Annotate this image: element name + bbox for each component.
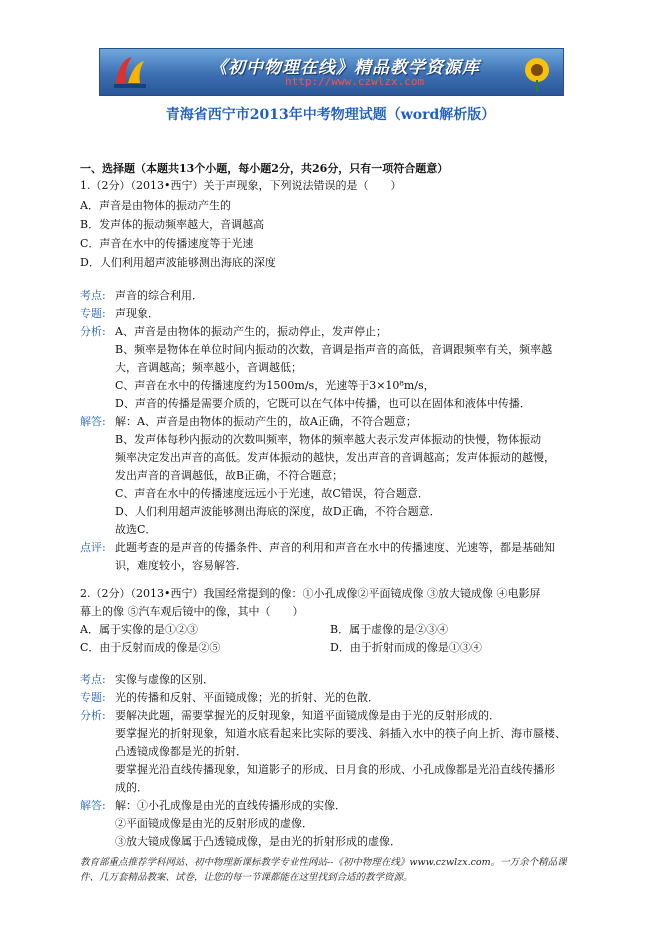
footer-line: 教育部重点推荐学科网站、初中物理新课标教学专业性网站--《初中物理在线》www.czwlzx.com。一万余个精品课 (80, 857, 567, 868)
q2-fenxi-line: 要掌握光的折射现象，知道水底看起来比实际的要浅、斜插入水中的筷子向上折、海市蜃楼、 (115, 727, 566, 740)
q2-fenxi-line: 成的． (115, 781, 148, 794)
section-heading: 一、选择题（本题共13个小题，每小题2分，共26分，只有一项符合题意） (80, 162, 449, 175)
q1-fenxi-line: D、声音的传播是需要介质的，它既可以在气体中传播，也可以在固体和液体中传播． (115, 397, 531, 410)
q2-fenxi-label: 分析: (80, 709, 106, 722)
q2-jieda-line: 解：①小孔成像是由光的直线传播形成的实像． (115, 799, 346, 812)
q1-zhuanti-label: 专题: (80, 307, 106, 320)
banner-url[interactable]: http://www.czwlzx.com (285, 75, 425, 88)
q2-jieda-line: ③放大镜成像属于凸透镜成像，是由光的折射形成的虚像． (115, 835, 401, 848)
q1-fenxi-line: C、声音在水中的传播速度约为1500m/s，光速等于3×10⁸m/s， (115, 379, 435, 392)
q1-dianping-line: 此题考查的是声音的传播条件、声音的利用和声音在水中的传播速度、光速等，都是基础知 (115, 541, 555, 554)
q1-jieda-line: 频率决定发出声音的高低。发声体振动的越快，发出声音的音调越高；发声体振动的越慢， (115, 451, 555, 464)
q1-option-c: C．声音在水中的传播速度等于光速 (80, 237, 254, 250)
site-logo-icon (110, 53, 150, 91)
q1-jieda-line: C、声音在水中的传播速度远远小于光速，故C错误，符合题意． (115, 487, 429, 500)
sunflower-icon (517, 52, 557, 92)
q1-dianping-line: 识，难度较小，容易解答． (115, 559, 247, 572)
page-footer (80, 855, 585, 885)
q2-option-b: B．属于虚像的是②③④ (330, 623, 449, 636)
q1-jieda-line: D、人们利用超声波能够测出海底的深度，故D正确，不符合题意． (115, 505, 441, 518)
q1-jieda-label: 解答: (80, 415, 106, 428)
q2-fenxi-line: 要掌握光沿直线传播现象，知道影子的形成、日月食的形成、小孔成像都是光沿直线传播形 (115, 763, 555, 776)
q1-fenxi-label: 分析: (80, 325, 106, 338)
q1-jieda-line: 故选C． (115, 523, 157, 536)
q1-option-b: B．发声体的振动频率越大，音调越高 (80, 218, 265, 231)
q1-jieda-line: B、发声体每秒内振动的次数叫频率，物体的频率越大表示发声体振动的快慢，物体振动 (115, 433, 542, 446)
q2-option-c: C．由于反射而成的像是②⑤ (80, 641, 221, 654)
q1-jieda-line: 发出声音的音调越低，故B正确，不符合题意； (115, 469, 344, 482)
q2-zhuanti-label: 专题: (80, 691, 106, 704)
q1-zhuanti: 声现象． (115, 307, 159, 320)
header-banner (99, 48, 564, 96)
q1-fenxi-line: A、声音是由物体的振动产生的，振动停止，发声停止； (115, 325, 387, 338)
q2-option-d: D．由于折射而成的像是①③④ (330, 641, 482, 654)
q2-option-a: A．属于实像的是①②③ (80, 623, 198, 636)
q1-fenxi-line: 大，音调越高；频率越小，音调越低； (115, 361, 302, 374)
q2-fenxi-line: 凸透镜成像都是光的折射． (115, 745, 247, 758)
footer-line: 件、几万套精品教案、试卷，让您的每一节课都能在这里找到合适的教学资源。 (80, 872, 413, 883)
q1-dianping-label: 点评: (80, 541, 106, 554)
q1-option-a: A．声音是由物体的振动产生的 (80, 199, 231, 212)
document-title: 青海省西宁市2013年中考物理试题（word解析版） (165, 107, 496, 123)
q2-stem: 2.（2分）（2013•西宁）我国经常提到的像：①小孔成像②平面镜成像 ③放大镜成像 ④电影屏 (80, 587, 541, 600)
q2-fenxi-line: 要解决此题，需要掌握光的反射现象，知道平面镜成像是由于光的反射形成的． (115, 709, 500, 722)
q1-option-d: D．人们利用超声波能够测出海底的深度 (80, 256, 276, 269)
q2-kaodian-label: 考点: (80, 673, 106, 686)
q1-kaodian: 声音的综合利用． (115, 289, 203, 302)
q1-kaodian-label: 考点: (80, 289, 106, 302)
q2-kaodian: 实像与虚像的区别． (115, 673, 214, 686)
q2-jieda-line: ②平面镜成像是由光的反射形成的虚像． (115, 817, 313, 830)
banner-title: 《初中物理在线》精品教学资源库 (210, 58, 480, 78)
q2-zhuanti: 光的传播和反射、平面镜成像；光的折射、光的色散． (115, 691, 379, 704)
q1-jieda-line: 解：A、声音是由物体的振动产生的，故A正确，不符合题意； (115, 415, 417, 428)
q2-jieda-label: 解答: (80, 799, 106, 812)
q1-fenxi-line: B、频率是物体在单位时间内振动的次数，音调是指声音的高低，音调跟频率有关，频率越 (115, 343, 553, 356)
q1-stem: 1.（2分）（2013•西宁）关于声现象，下列说法错误的是（ ） (80, 179, 402, 192)
q2-stem: 幕上的像 ⑤汽车观后镜中的像，其中（ ） (80, 605, 304, 618)
